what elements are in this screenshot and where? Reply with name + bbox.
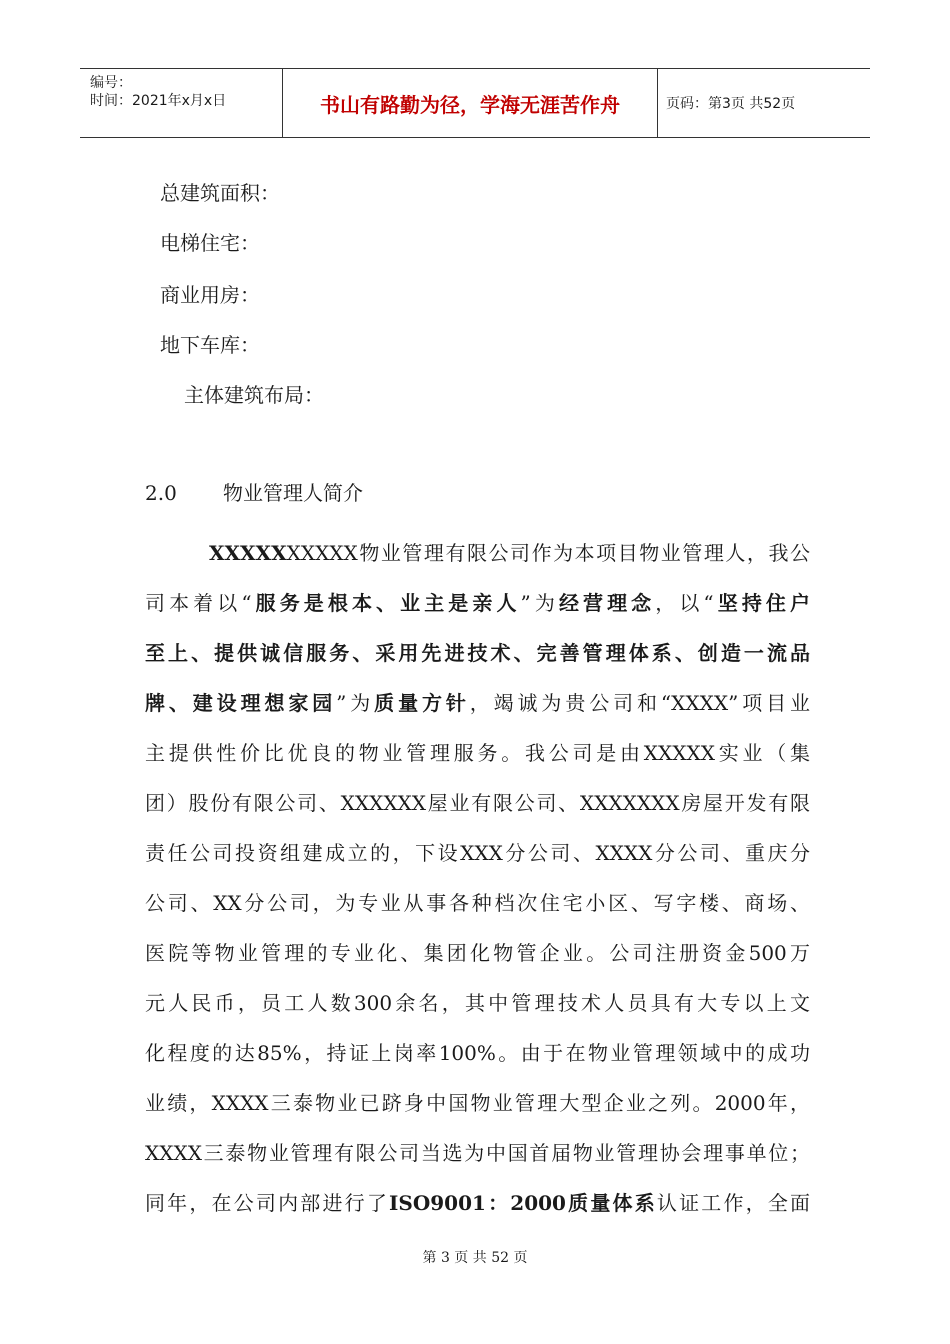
header-page-number: 页码：第3页 共52页 (666, 96, 796, 112)
header-meta-cell (80, 69, 283, 137)
paragraph-line: 医院等物业管理的专业化、集团化物管企业。公司注册资金500万 (145, 941, 810, 965)
paragraph-line: 同年，在公司内部进行了ISO9001：2000质量体系认证工作，全面 (145, 1191, 810, 1215)
field-elevator-residence: 电梯住宅： (160, 231, 260, 255)
section-number: 2.0 (145, 481, 177, 505)
field-underground-garage: 地下车库： (160, 333, 260, 357)
section-heading (145, 480, 363, 506)
paragraph-line: 司本着以“服务是根本、业主是亲人”为经营理念，以“坚持住户 (145, 591, 810, 615)
paragraph-line: XXXX三泰物业管理有限公司当选为中国首届物业管理协会理事单位； (145, 1141, 810, 1165)
paragraph-line: 业绩，XXXX三泰物业已跻身中国物业管理大型企业之列。2000年， (145, 1091, 810, 1115)
field-total-floor-area: 总建筑面积： (160, 181, 280, 205)
paragraph-line: 公司、XX分公司，为专业从事各种档次住宅小区、写字楼、商场、 (145, 891, 810, 915)
header-slogan: 书山有路勤为径，学海无涯苦作舟 (283, 69, 658, 137)
paragraph-line: 化程度的达85%，持证上岗率100%。由于在物业管理领域中的成功 (145, 1041, 810, 1065)
paragraph-line: XXXXXXXXXX物业管理有限公司作为本项目物业管理人，我公 (209, 541, 810, 565)
paragraph-line: 元人民币，员工人数300余名，其中管理技术人员具有大专以上文 (145, 991, 810, 1015)
field-main-layout: 主体建筑布局： (184, 383, 324, 407)
page-footer: 第 3 页 共 52 页 (422, 1250, 528, 1266)
page-header (80, 68, 870, 138)
paragraph-line: 至上、提供诚信服务、采用先进技术、完善管理体系、创造一流品 (145, 641, 810, 665)
body-paragraph (145, 528, 810, 1228)
paragraph-line: 责任公司投资组建成立的，下设XXX分公司、XXXX分公司、重庆分 (145, 841, 810, 865)
section-title: 物业管理人简介 (223, 481, 363, 505)
paragraph-line: 团）股份有限公司、XXXXXX屋业有限公司、XXXXXXX房屋开发有限 (145, 791, 810, 815)
paragraph-line: 牌、建设理想家园”为质量方针，竭诚为贵公司和“XXXX”项目业 (145, 691, 810, 715)
document-date-label: 时间：2021年x月x日 (90, 93, 227, 109)
document-number-label: 编号： (90, 75, 132, 91)
paragraph-line: 主提供性价比优良的物业管理服务。我公司是由XXXXX实业（集 (145, 741, 810, 765)
field-commercial-housing: 商业用房： (160, 283, 260, 307)
